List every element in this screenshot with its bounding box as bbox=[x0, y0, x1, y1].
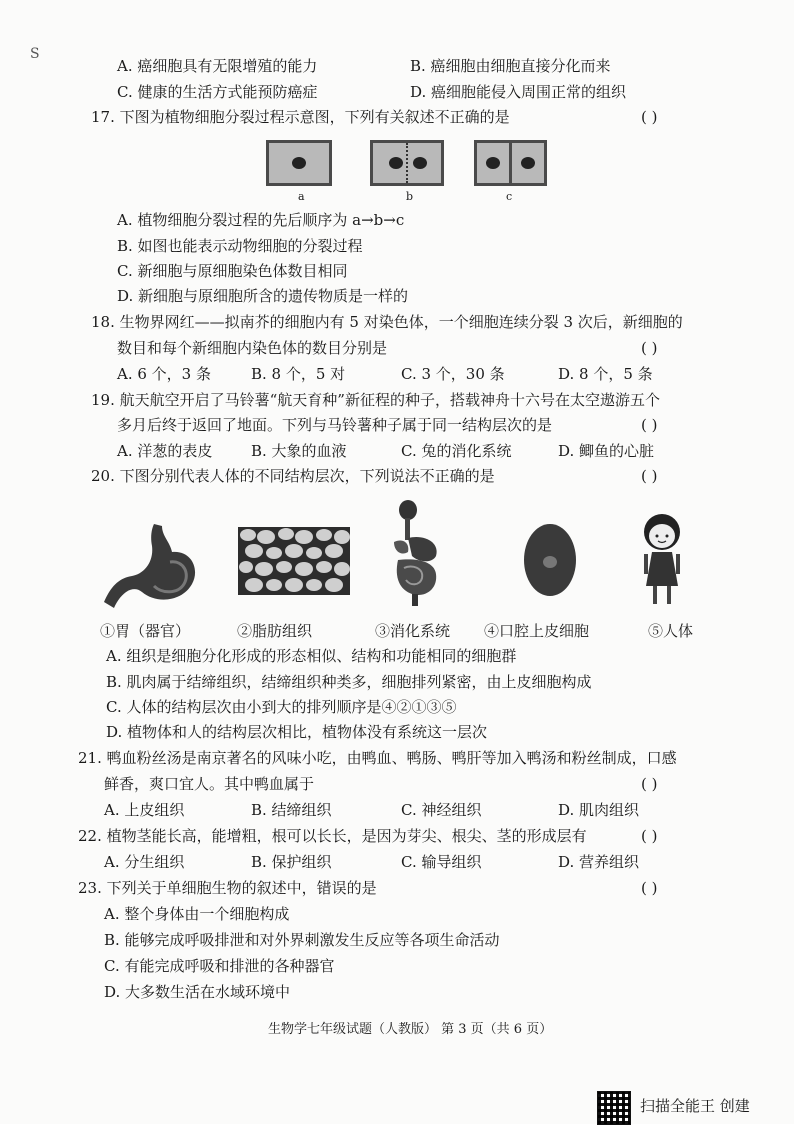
q19-stem-line2: 多月后终于返回了地面。下列与马铃薯种子属于同一结构层次的是 bbox=[117, 416, 553, 434]
q22-stem: 22. 植物茎能长高，能增粗，根可以长长，是因为芽尖、根尖、茎的形成层有 bbox=[78, 827, 587, 845]
q22-option-d: D. 营养组织 bbox=[558, 853, 640, 871]
q19-option-c: C. 兔的消化系统 bbox=[401, 442, 512, 460]
q22-option-c: C. 输导组织 bbox=[401, 853, 482, 871]
q18-option-c: C. 3 个，30 条 bbox=[401, 365, 505, 383]
q16-option-b: B. 癌细胞由细胞直接分化而来 bbox=[410, 57, 611, 75]
q16-option-a: A. 癌细胞具有无限增殖的能力 bbox=[117, 57, 318, 75]
q21-option-b: B. 结缔组织 bbox=[251, 801, 332, 819]
q17-option-c: C. 新细胞与原细胞染色体数目相同 bbox=[117, 262, 348, 280]
fig-label-c: c bbox=[506, 190, 513, 203]
q19-option-d: D. 鲫鱼的心脏 bbox=[558, 442, 655, 460]
q22-answer-paren: ( ) bbox=[641, 827, 658, 845]
q18-answer-paren: ( ) bbox=[641, 339, 658, 357]
q19-option-b: B. 大象的血液 bbox=[251, 442, 347, 460]
cell-a bbox=[266, 140, 332, 186]
margin-mark: S bbox=[30, 46, 40, 62]
q22-option-b: B. 保护组织 bbox=[251, 853, 332, 871]
q17-option-d: D. 新细胞与原细胞所含的遗传物质是一样的 bbox=[117, 287, 409, 305]
q20-option-d: D. 植物体和人的结构层次相比，植物体没有系统这一层次 bbox=[106, 723, 488, 741]
q22-option-a: A. 分生组织 bbox=[104, 853, 185, 871]
q20-option-b: B. 肌肉属于结缔组织，结缔组织种类多，细胞排列紧密，由上皮细胞构成 bbox=[106, 673, 592, 691]
q23-stem: 23. 下列关于单细胞生物的叙述中，错误的是 bbox=[78, 879, 377, 897]
epithelial-cell-image bbox=[518, 520, 582, 600]
q21-option-a: A. 上皮组织 bbox=[104, 801, 185, 819]
q19-answer-paren: ( ) bbox=[641, 416, 658, 434]
cell-c-right bbox=[509, 140, 547, 186]
q17-stem: 17. 下图为植物细胞分裂过程示意图，下列有关叙述不正确的是 bbox=[91, 108, 510, 126]
q23-option-a: A. 整个身体由一个细胞构成 bbox=[104, 905, 290, 923]
q20-answer-paren: ( ) bbox=[641, 467, 658, 485]
caption-fat-tissue: ②脂肪组织 bbox=[237, 622, 313, 640]
scanner-watermark: 扫描全能王 创建 bbox=[640, 1097, 750, 1115]
q17-answer-paren: ( ) bbox=[641, 108, 658, 126]
q20-stem: 20. 下图分别代表人体的不同结构层次，下列说法不正确的是 bbox=[91, 467, 495, 485]
cell-c-left bbox=[474, 140, 512, 186]
caption-human: ⑤人体 bbox=[648, 622, 694, 640]
q19-stem-line1: 19. 航天航空开启了马铃薯“航天育种”新征程的种子，搭载神舟十六号在太空遨游五个 bbox=[91, 391, 660, 409]
q23-option-c: C. 有能完成呼吸和排泄的各种器官 bbox=[104, 957, 335, 975]
q21-option-c: C. 神经组织 bbox=[401, 801, 482, 819]
caption-digestive-system: ③消化系统 bbox=[375, 622, 451, 640]
q21-stem-line1: 21. 鸭血粉丝汤是南京著名的风味小吃，由鸭血、鸭肠、鸭肝等加入鸭汤和粉丝制成，口感 bbox=[78, 749, 677, 767]
q16-option-d: D. 癌细胞能侵入周围正常的组织 bbox=[410, 83, 627, 101]
digestive-system-image bbox=[384, 498, 454, 610]
q17-option-a: A. 植物细胞分裂过程的先后顺序为 a→b→c bbox=[117, 211, 405, 229]
caption-stomach: ①胃（器官） bbox=[100, 622, 191, 640]
q21-stem-line2: 鲜香，爽口宜人。其中鸭血属于 bbox=[104, 775, 315, 793]
caption-epithelial-cell: ④口腔上皮细胞 bbox=[484, 622, 590, 640]
q23-option-d: D. 大多数生活在水域环境中 bbox=[104, 983, 291, 1001]
q17-cell-division-figure bbox=[262, 136, 552, 206]
human-figure-image bbox=[638, 510, 686, 610]
q20-option-c: C. 人体的结构层次由小到大的排列顺序是④②①③⑤ bbox=[106, 698, 457, 716]
fig-label-a: a bbox=[298, 190, 305, 203]
q18-stem-line1: 18. 生物界网红——拟南芥的细胞内有 5 对染色体，一个细胞连续分裂 3 次后，新细胞的 bbox=[91, 313, 683, 331]
q18-option-b: B. 8 个，5 对 bbox=[251, 365, 346, 383]
q16-option-c: C. 健康的生活方式能预防癌症 bbox=[117, 83, 318, 101]
fat-tissue-image bbox=[238, 527, 350, 595]
cell-b bbox=[370, 140, 444, 186]
page-footer: 生物学七年级试题（人教版） 第 3 页（共 6 页） bbox=[268, 1022, 553, 1037]
q19-option-a: A. 洋葱的表皮 bbox=[117, 442, 213, 460]
stomach-image bbox=[100, 522, 205, 612]
q23-option-b: B. 能够完成呼吸排泄和对外界刺激发生反应等各项生命活动 bbox=[104, 931, 500, 949]
q23-answer-paren: ( ) bbox=[641, 879, 658, 897]
q17-option-b: B. 如图也能表示动物细胞的分裂过程 bbox=[117, 237, 363, 255]
fig-label-b: b bbox=[406, 190, 414, 203]
q18-stem-line2: 数目和每个新细胞内染色体的数目分别是 bbox=[117, 339, 388, 357]
q20-option-a: A. 组织是细胞分化形成的形态相似、结构和功能相同的细胞群 bbox=[106, 647, 517, 665]
q18-option-a: A. 6 个，3 条 bbox=[117, 365, 211, 383]
q21-option-d: D. 肌肉组织 bbox=[558, 801, 640, 819]
q21-answer-paren: ( ) bbox=[641, 775, 658, 793]
qr-code-icon bbox=[597, 1091, 631, 1125]
q18-option-d: D. 8 个，5 条 bbox=[558, 365, 653, 383]
